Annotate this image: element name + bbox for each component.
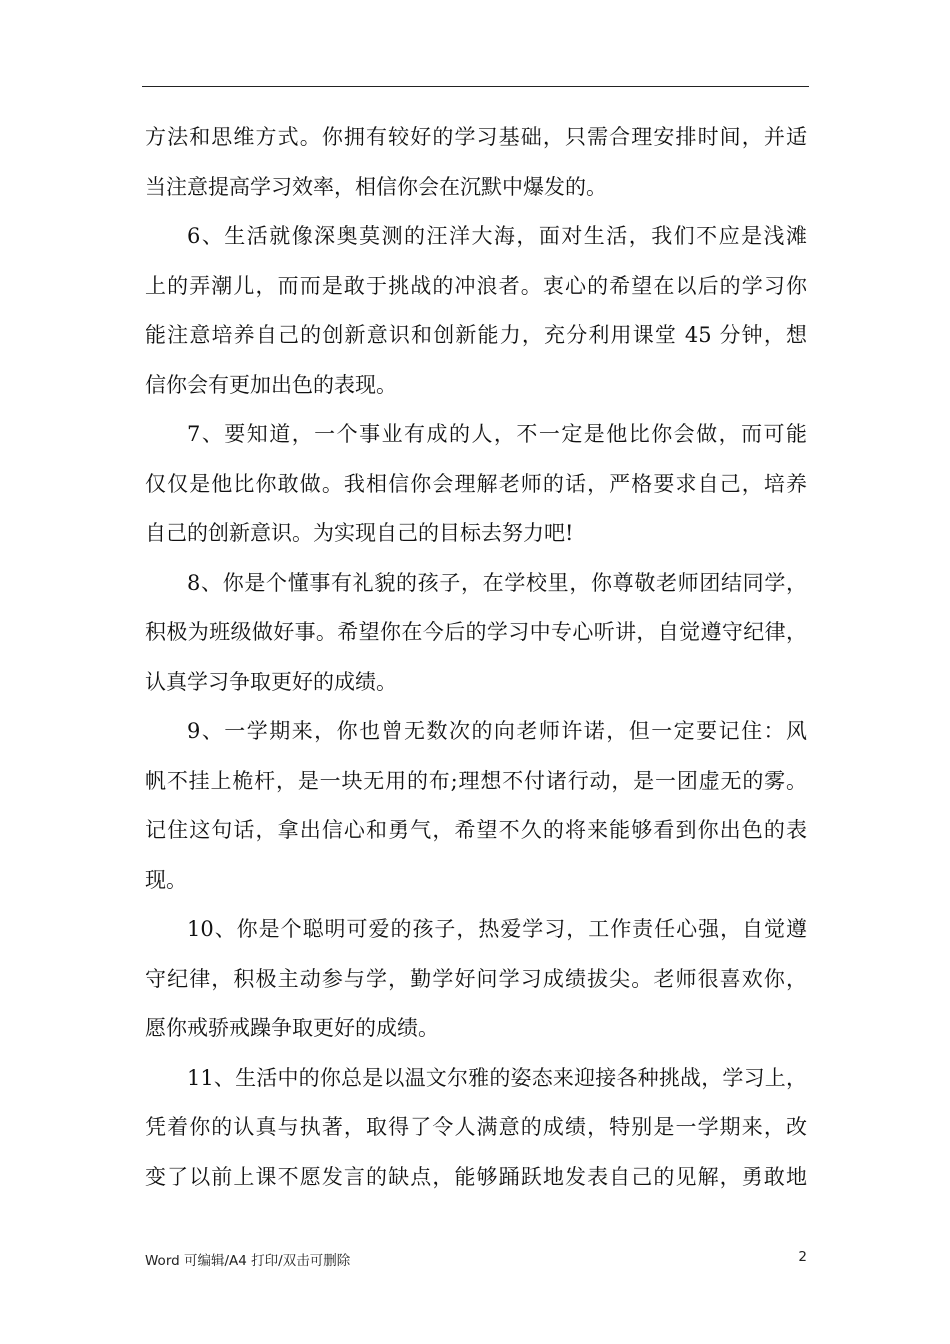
text-line: 凭着你的认真与执著，取得了令人满意的成绩，特别是一学期来，改 — [145, 1115, 807, 1139]
text-line: 仅仅是他比你敢做。我相信你会理解老师的话，严格要求自己，培养 — [145, 471, 807, 496]
text-line: 帆不挂上桅杆，是一块无用的布;理想不付诸行动，是一团虚无的雾。 — [145, 768, 807, 793]
text-line: 11、生活中的你总是以温文尔雅的姿态来迎接各种挑战，学习上， — [187, 1065, 807, 1090]
paragraph — [145, 707, 807, 905]
text-line: 自己的创新意识。为实现自己的目标去努力吧! — [145, 521, 574, 545]
paragraph — [145, 1054, 807, 1203]
text-line: 6、生活就像深奥莫测的汪洋大海，面对生活，我们不应是浅滩 — [187, 224, 807, 248]
text-line: 9、一学期来，你也曾无数次的向老师许诺，但一定要记住：风 — [187, 719, 807, 743]
paragraph — [145, 410, 807, 559]
text-line: 记住这句话，拿出信心和勇气，希望不久的将来能够看到你出色的表 — [145, 818, 807, 842]
text-line: 10、你是个聪明可爱的孩子，热爱学习，工作责任心强，自觉遵 — [187, 917, 807, 941]
text-line: 守纪律，积极主动参与学，勤学好问学习成绩拔尖。老师很喜欢你， — [145, 966, 807, 991]
text-line: 变了以前上课不愿发言的缺点，能够踊跃地发表自己的见解，勇敢地 — [145, 1164, 807, 1189]
text-line: 方法和思维方式。你拥有较好的学习基础，只需合理安排时间，并适 — [145, 125, 807, 149]
page-number: 2 — [798, 1249, 807, 1265]
text-line: 认真学习争取更好的成绩。 — [145, 669, 397, 694]
paragraph — [145, 559, 807, 708]
text-line: 信你会有更加出色的表现。 — [145, 372, 397, 397]
page-footer — [145, 1249, 807, 1269]
text-line: 8、你是个懂事有礼貌的孩子，在学校里，你尊敬老师团结同学， — [187, 570, 807, 595]
paragraph — [145, 212, 807, 410]
text-line: 上的弄潮儿，而而是敢于挑战的冲浪者。衷心的希望在以后的学习你 — [145, 273, 807, 298]
footer-note: Word 可编辑/A4 打印/双击可删除 — [145, 1253, 351, 1269]
text-line: 现。 — [145, 867, 187, 892]
document-body — [145, 113, 807, 1202]
paragraph — [145, 113, 807, 212]
text-line: 能注意培养自己的创新意识和创新能力，充分利用课堂 45 分钟，想 — [145, 323, 807, 347]
text-line: 7、要知道，一个事业有成的人，不一定是他比你会做，而可能 — [187, 422, 807, 446]
text-line: 积极为班级做好事。希望你在今后的学习中专心听讲，自觉遵守纪律， — [145, 620, 807, 644]
header-rule — [142, 86, 809, 87]
text-line: 当注意提高学习效率，相信你会在沉默中爆发的。 — [145, 174, 607, 199]
paragraph — [145, 905, 807, 1054]
text-line: 愿你戒骄戒躁争取更好的成绩。 — [145, 1016, 439, 1040]
